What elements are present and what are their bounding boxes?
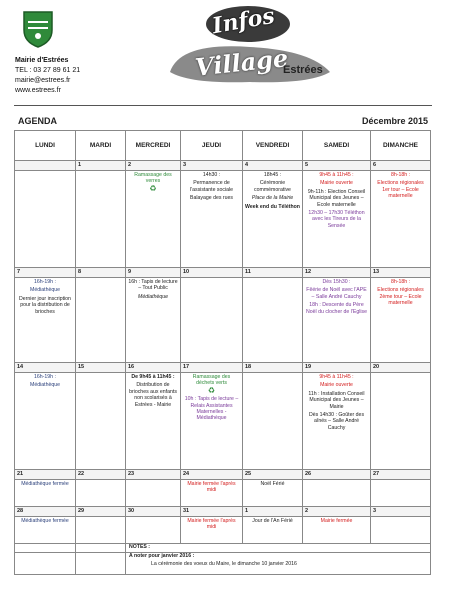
date-number: 7 [15, 268, 76, 278]
day-cell-monday [15, 480, 76, 507]
village-crest-icon [22, 10, 54, 48]
day-cell-saturday [303, 171, 371, 268]
logo-infos-text: Infos [210, 2, 277, 40]
event-text: 11h : Installation Conseil Municipal des Jeunes – Mairie [308, 390, 365, 410]
date-number: 20 [371, 363, 431, 373]
date-number: 2 [126, 161, 181, 171]
agenda-title: AGENDA [18, 116, 58, 126]
date-number: 3 [371, 507, 431, 517]
day-header-friday: VENDREDI [243, 131, 303, 161]
calendar-table [14, 130, 431, 575]
day-cell-friday [243, 480, 303, 507]
event-text: Balayage des rues [190, 195, 233, 202]
event-text: Mairie ouverte [320, 382, 353, 389]
day-cell-wednesday [126, 517, 181, 544]
event-text: Fêérie de Noël avec l'APE – Salle André Cauchy [306, 287, 367, 300]
date-number [15, 161, 76, 171]
event-text: 8h-18h : [390, 279, 411, 285]
day-cell-wednesday [126, 480, 181, 507]
contact-web[interactable]: www.estrees.fr [15, 87, 61, 94]
date-number: 8 [76, 268, 126, 278]
event-text: Médiathèque [30, 287, 60, 294]
event-text: Elections régionales 1er tour – Ecole maternelle [377, 180, 424, 200]
event-text: Ramassage des déchets verts [192, 374, 231, 387]
date-number: 3 [181, 161, 243, 171]
date-number: 2 [303, 507, 371, 517]
date-number: 1 [243, 507, 303, 517]
date-number: 5 [303, 161, 371, 171]
day-cell-sunday [371, 171, 431, 268]
date-number: 21 [15, 470, 76, 480]
date-number: 1 [76, 161, 126, 171]
week-2-date-row [15, 268, 431, 278]
day-cell-monday [15, 517, 76, 544]
week-1-events-row [15, 171, 431, 268]
day-cell-friday [243, 373, 303, 470]
event-text: Dernier jour inscription pour la distribution de brioches [19, 295, 71, 315]
date-number: 9 [126, 268, 181, 278]
week-2-events-row [15, 278, 431, 363]
notes-row [15, 544, 431, 553]
event-text: 18h45 : [263, 172, 282, 178]
event-text: Cérémonie commémorative [254, 180, 291, 193]
event-text: 18h : Descente du Père Noël du clocher de l'Eglise [306, 302, 367, 315]
day-cell-saturday [303, 517, 371, 544]
date-number: 17 [181, 363, 243, 373]
event-text: 14h30 : [202, 172, 221, 178]
event-text: Permanence de l'assistante sociale [189, 180, 234, 193]
date-number: 28 [15, 507, 76, 517]
event-text: 9h45 à 11h45 : [319, 172, 354, 178]
event-text: 8h-18h : [390, 172, 411, 178]
notes-content [126, 553, 431, 575]
day-header-saturday: SAMEDI [303, 131, 371, 161]
logo-estrees-text: Estrées [283, 64, 323, 76]
day-cell-wednesday [126, 373, 181, 470]
week-4-events-row [15, 480, 431, 507]
header-divider [14, 105, 432, 106]
day-cell-tuesday [76, 171, 126, 268]
date-number: 31 [181, 507, 243, 517]
day-cell-saturday [303, 278, 371, 363]
day-cell-thursday [181, 278, 243, 363]
day-header-sunday: DIMANCHE [371, 131, 431, 161]
event-text: Elections régionales 2ème tour – Ecole maternelle [377, 287, 424, 307]
day-cell-sunday [371, 278, 431, 363]
date-number: 13 [371, 268, 431, 278]
week-3-events-row [15, 373, 431, 470]
day-cell-wednesday [126, 171, 181, 268]
event-text: Médiathèque fermée [21, 518, 69, 524]
date-number: 4 [243, 161, 303, 171]
day-cell-tuesday [76, 480, 126, 507]
date-number: 14 [15, 363, 76, 373]
day-cell-tuesday [76, 373, 126, 470]
date-number: 19 [303, 363, 371, 373]
event-text: Médiathèque [138, 293, 168, 300]
date-number: 30 [126, 507, 181, 517]
event-text: 9h-11h : Election Conseil Municipal des Jeunes – Ecole maternelle [307, 188, 366, 208]
week-5-events-row [15, 517, 431, 544]
recycle-icon: ♻ [149, 183, 157, 193]
day-cell-friday [243, 171, 303, 268]
date-number: 27 [371, 470, 431, 480]
day-header-monday: LUNDI [15, 131, 76, 161]
event-text: Mairie fermée l'après midi [187, 481, 236, 494]
event-text: 10h : Tapis de lecture – Relais Assistantes Maternelles - Médiathèque [184, 396, 239, 422]
week-3-date-row [15, 363, 431, 373]
day-cell-saturday [303, 373, 371, 470]
recycle-icon: ♻ [207, 385, 216, 395]
event-text: 16h-19h : [34, 279, 56, 285]
date-number: 29 [76, 507, 126, 517]
day-cell-sunday [371, 480, 431, 507]
event-text: Jour de l'An Férié [252, 518, 293, 524]
day-cell-wednesday [126, 278, 181, 363]
date-number: 10 [181, 268, 243, 278]
day-header-tuesday: MARDI [76, 131, 126, 161]
day-cell-monday [15, 373, 76, 470]
event-text: Ramassage des verres [134, 172, 172, 185]
notes-heading: A noter pour janvier 2016 : [129, 553, 195, 559]
event-text: Dès 15h30 : [322, 279, 351, 285]
event-text: Médiathèque [30, 382, 60, 389]
day-cell-monday [15, 171, 76, 268]
day-cell-tuesday [76, 517, 126, 544]
date-number: 15 [76, 363, 126, 373]
contact-tel: TEL : 03 27 89 61 21 [15, 67, 81, 74]
date-number: 23 [126, 470, 181, 480]
week-5-date-row [15, 507, 431, 517]
event-text: Médiathèque fermée [21, 481, 69, 487]
month-title: Décembre 2015 [361, 116, 428, 126]
event-text: Noël Férié [260, 481, 285, 487]
date-number: 26 [303, 470, 371, 480]
date-number: 12 [303, 268, 371, 278]
day-header-thursday: JEUDI [181, 131, 243, 161]
contact-name: Mairie d'Estrées [15, 57, 69, 64]
day-cell-thursday [181, 171, 243, 268]
day-cell-friday [243, 278, 303, 363]
date-number: 16 [126, 363, 181, 373]
contact-email[interactable]: mairie@estrees.fr [15, 77, 71, 84]
event-text: Mairie fermée [320, 518, 353, 524]
week-1-date-row [15, 161, 431, 171]
event-text: 12h30 – 17h30 Téléthon avec les Tireurs de la Sensée [308, 210, 365, 229]
event-text: Mairie fermée l'après midi [187, 518, 236, 531]
event-text: 16h-19h : [34, 374, 56, 380]
event-text: Dès 14h30 : Goûter des aînés – Salle André Cauchy [308, 412, 365, 431]
date-number: 22 [76, 470, 126, 480]
event-text: 9h45 à 11h45 : [319, 374, 354, 380]
event-text: Mairie ouverte [320, 180, 353, 187]
day-cell-friday [243, 517, 303, 544]
event-text: Distribution de brioches aux enfants non scolarisés à Estrées - Mairie [129, 382, 177, 408]
day-header-row [15, 131, 431, 161]
event-text: Week end du Téléthon [245, 203, 300, 210]
day-cell-thursday [181, 373, 243, 470]
notes-content-row [15, 553, 431, 575]
day-cell-thursday [181, 517, 243, 544]
day-cell-thursday [181, 480, 243, 507]
day-cell-tuesday [76, 278, 126, 363]
day-cell-monday [15, 278, 76, 363]
date-number: 11 [243, 268, 303, 278]
date-number: 6 [371, 161, 431, 171]
event-text: De 9h45 à 11h45 : [131, 374, 175, 380]
event-text: Place de la Mairie [251, 195, 294, 202]
date-number: 18 [243, 363, 303, 373]
notes-item: La cérémonie des voeux du Maire, le dimanche 10 janvier 2016 [151, 561, 297, 568]
day-cell-sunday [371, 373, 431, 470]
week-4-date-row [15, 470, 431, 480]
event-text: 16h : Tapis de lecture – Tout Public [128, 279, 178, 292]
day-cell-saturday [303, 480, 371, 507]
date-number: 24 [181, 470, 243, 480]
contact-block [15, 56, 80, 96]
notes-label: NOTES : [126, 544, 431, 553]
day-header-wednesday: MERCREDI [126, 131, 181, 161]
logo-village-text: Village [193, 43, 290, 82]
date-number: 25 [243, 470, 303, 480]
day-cell-sunday [371, 517, 431, 544]
